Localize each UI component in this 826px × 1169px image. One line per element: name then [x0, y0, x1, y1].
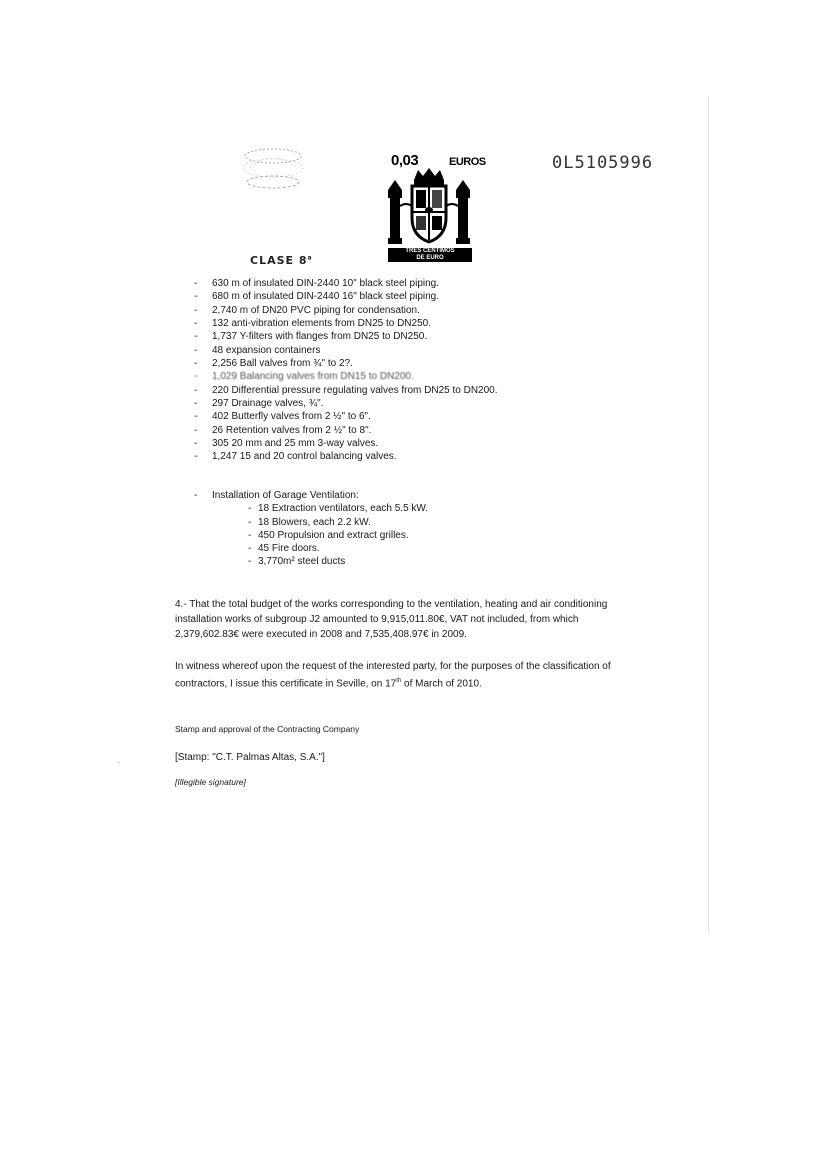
list-item: - 402 Butterfly valves from 2 ½" to 6". [194, 411, 371, 423]
class-label [250, 254, 313, 267]
witness-text-end: of March of 2010. [401, 678, 482, 690]
list-item: - 26 Retention valves from 2 ½" to 8". [194, 424, 372, 436]
stamp-banner-line2: DE EURO [416, 255, 444, 261]
stamp-currency: EUROS [449, 156, 486, 168]
list-item: - 132 anti-vibration elements from DN25 to DN250. [194, 318, 431, 330]
watermark-seal [236, 144, 310, 192]
sub-list-item: - 45 Fire doors. [248, 543, 320, 555]
page-edge-line [708, 96, 709, 934]
list-item: - 630 m of insulated DIN-2440 10" black steel piping. [194, 278, 440, 289]
serial-number: 0L5105996 [552, 153, 654, 173]
witness-paragraph [175, 659, 645, 691]
seal-icon [236, 144, 310, 192]
list-item: - 297 Drainage valves, ¾". [194, 398, 324, 410]
sub-list-item: - 18 Extraction ventilators, each 5.5 kW. [248, 503, 429, 515]
witness-sup: th [396, 678, 402, 684]
witness-text-start: In witness whereof upon the request of the interested party, for the purposes of the classification of contractors, I issue this certificate in Seville, on 17 [175, 661, 611, 690]
list-item: - 2,256 Ball valves from ¾" to 2?. [194, 358, 353, 370]
stamp-note: [Stamp: "C.T. Palmas Altas, S.A."] [175, 752, 325, 763]
scan-artifact [118, 762, 120, 763]
list-item: - 2,740 m of DN20 PVC piping for condensation. [194, 304, 420, 316]
class-label-sup: a [307, 254, 313, 262]
coat-of-arms-icon [386, 166, 472, 252]
signature-note: [Illegible signature] [175, 777, 246, 787]
stamp-value: 0,03 [391, 152, 419, 169]
garage-sub-items [188, 502, 428, 568]
sub-list-item: - 450 Propulsion and extract grilles. [248, 529, 409, 541]
list-item: - 680 m of insulated DIN-2440 16" black steel piping. [194, 291, 440, 303]
list-item: - 1,247 15 and 20 control balancing valves. [194, 451, 397, 463]
sub-list-item: - 3,770m² steel ducts [248, 556, 346, 568]
stamp-banner-line1: TRES CÉNTIMOS [405, 248, 455, 254]
garage-heading: - Installation of Garage Ventilation: [194, 490, 359, 501]
stamp-banner [388, 248, 472, 262]
items-list [188, 277, 608, 464]
list-item: - 1,029 Balancing valves from DN15 to DN200. [194, 371, 414, 383]
sub-list-item: - 18 Blowers, each 2.2 kW. [248, 516, 371, 528]
class-label-text: CLASE 8 [250, 254, 308, 267]
list-item: - 220 Differential pressure regulating valves from DN25 to DN200. [194, 384, 498, 396]
garage-ventilation-section [188, 489, 428, 569]
budget-paragraph: 4.- That the total budget of the works corresponding to the ventilation, heating and air conditioning installation works of subgroup J2 amounted to 9,915,011.80€, VAT not included, from which 2,379,602.83€ were executed in 2008 and 7,535,408.97€ in 2009. [175, 599, 608, 640]
list-item: - 48 expansion containers [194, 344, 321, 356]
list-item: - 1,737 Y-filters with flanges from DN25 to DN250. [194, 331, 428, 343]
stamp-approval-label: Stamp and approval of the Contracting Company [175, 724, 360, 734]
list-item: - 305 20 mm and 25 mm 3-way valves. [194, 438, 379, 450]
